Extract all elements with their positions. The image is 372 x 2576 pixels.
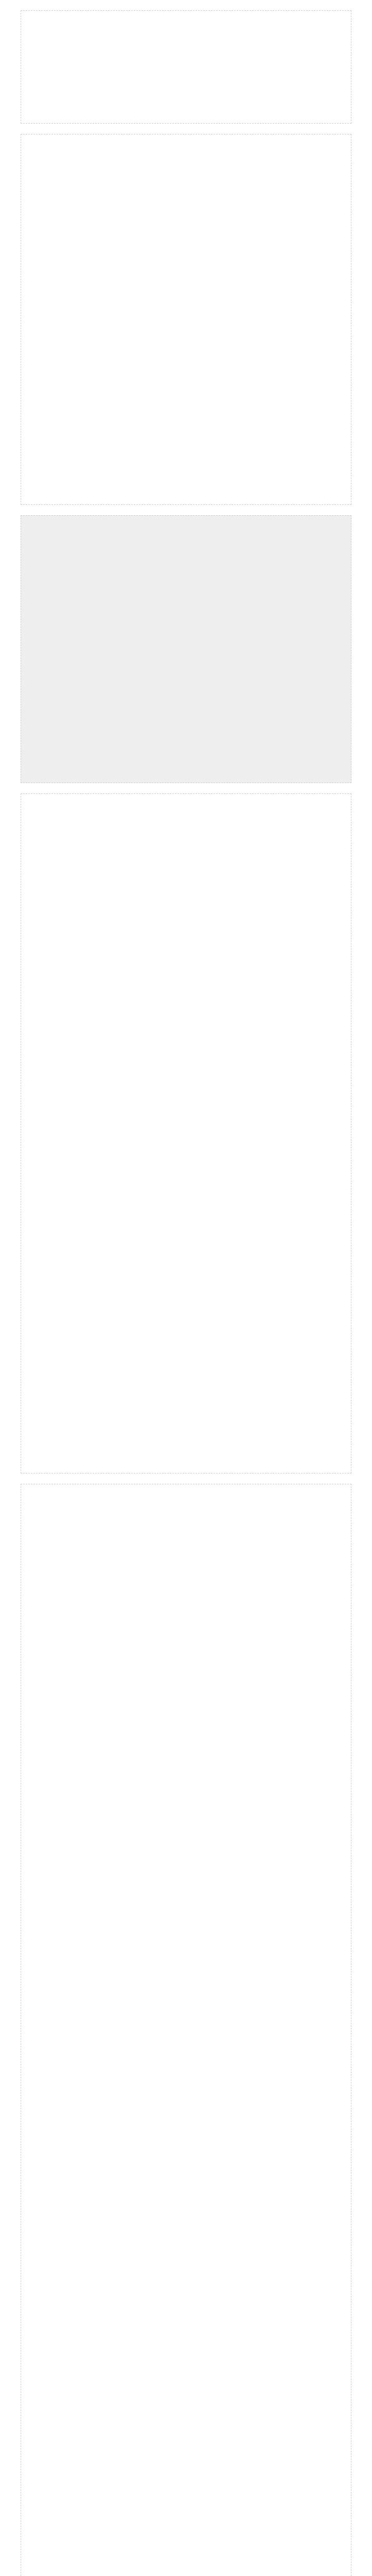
- text-block-middle: [21, 793, 351, 1473]
- text-block-bottom: [21, 1484, 351, 2576]
- schematic-figure: [21, 10, 351, 124]
- photo: [21, 515, 351, 783]
- text-block-top: [21, 134, 351, 505]
